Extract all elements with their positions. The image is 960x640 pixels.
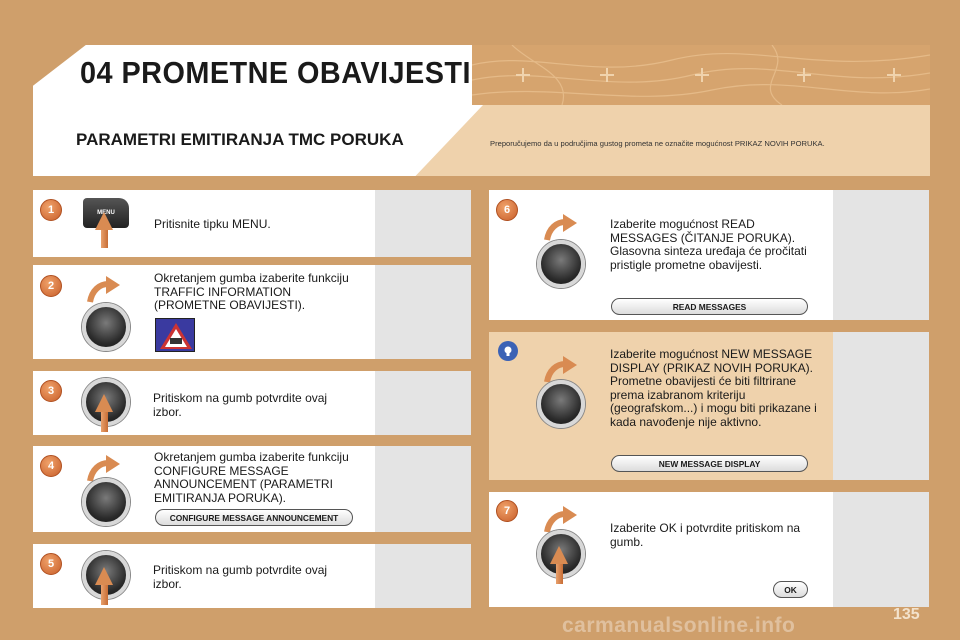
radio-panel-image xyxy=(375,190,471,257)
step-5-badge: 5 xyxy=(40,553,62,575)
press-arrow-icon xyxy=(95,394,113,412)
radio-panel-image xyxy=(833,190,929,320)
press-arrow-icon xyxy=(95,567,113,585)
read-messages-button[interactable]: READ MESSAGES xyxy=(611,298,808,315)
rotary-knob-icon xyxy=(537,240,585,288)
configure-message-announcement-button[interactable]: CONFIGURE MESSAGE ANNOUNCEMENT xyxy=(155,509,353,526)
page-title: 04 PROMETNE OBAVIJESTI xyxy=(80,55,471,90)
press-arrow-stem xyxy=(101,228,108,248)
rotary-knob-icon xyxy=(82,478,130,526)
radio-panel-image xyxy=(833,492,929,607)
traffic-info-icon xyxy=(155,318,195,352)
step-6-badge: 6 xyxy=(496,199,518,221)
step-4-badge: 4 xyxy=(40,455,62,477)
step-4-text: Okretanjem gumba izaberite funkciju CONFIGURE MESSAGE ANNOUNCEMENT (PARAMETRI EMITIRANJA PORUKA). xyxy=(154,450,349,505)
radio-panel-image xyxy=(375,544,471,608)
lightbulb-icon xyxy=(498,341,518,361)
step-2-text: Okretanjem gumba izaberite funkciju TRAFFIC INFORMATION (PROMETNE OBAVIJESTI). xyxy=(154,271,349,312)
step-3-text: Pritiskom na gumb potvrdite ovaj izbor. xyxy=(153,391,328,419)
rotary-knob-icon xyxy=(537,380,585,428)
rotate-arrow-icon xyxy=(86,276,120,306)
press-arrow-icon xyxy=(95,212,113,230)
tip-text: Izaberite mogućnost NEW MESSAGE DISPLAY (PRIKAZ NOVIH PORUKA). Prometne obavijesti će biti filtrirane prema izabranom kriteriju (geografskom...) i mogu biti prikazane i kada navođenje nije aktivno. xyxy=(610,347,817,429)
step-1-badge: 1 xyxy=(40,199,62,221)
new-message-display-button[interactable]: NEW MESSAGE DISPLAY xyxy=(611,455,808,472)
radio-panel-image xyxy=(375,265,471,359)
step-3-badge: 3 xyxy=(40,380,62,402)
step-1-text: Pritisnite tipku MENU. xyxy=(154,217,271,231)
step-7-text: Izaberite OK i potvrdite pritiskom na gumb. xyxy=(610,521,801,549)
radio-panel-image xyxy=(833,332,929,480)
press-arrow-stem xyxy=(556,562,563,584)
radio-panel-image xyxy=(375,371,471,435)
press-arrow-stem xyxy=(101,410,108,432)
ok-button[interactable]: OK xyxy=(773,581,808,598)
step-6-text: Izaberite mogućnost READ MESSAGES (ČITANJE PORUKA). Glasovna sinteza uređaja će pročitati pristigle prometne obavijesti. xyxy=(610,217,807,272)
header-note: Preporučujemo da u područjima gustog prometa ne označite mogućnost PRIKAZ NOVIH PORUKA. xyxy=(490,139,825,148)
page-number: 135 xyxy=(893,606,920,623)
press-arrow-icon xyxy=(550,546,568,564)
rotary-knob-icon xyxy=(82,303,130,351)
step-2-badge: 2 xyxy=(40,275,62,297)
step-7-badge: 7 xyxy=(496,500,518,522)
header-map-decoration xyxy=(472,45,930,105)
radio-panel-image xyxy=(375,446,471,532)
section-title: PARAMETRI EMITIRANJA TMC PORUKA xyxy=(76,130,404,149)
watermark: carmanualsonline.info xyxy=(562,614,796,637)
menu-key-icon: MENU xyxy=(83,198,129,228)
press-arrow-stem xyxy=(101,583,108,605)
step-5-text: Pritiskom na gumb potvrdite ovaj izbor. xyxy=(153,563,328,591)
